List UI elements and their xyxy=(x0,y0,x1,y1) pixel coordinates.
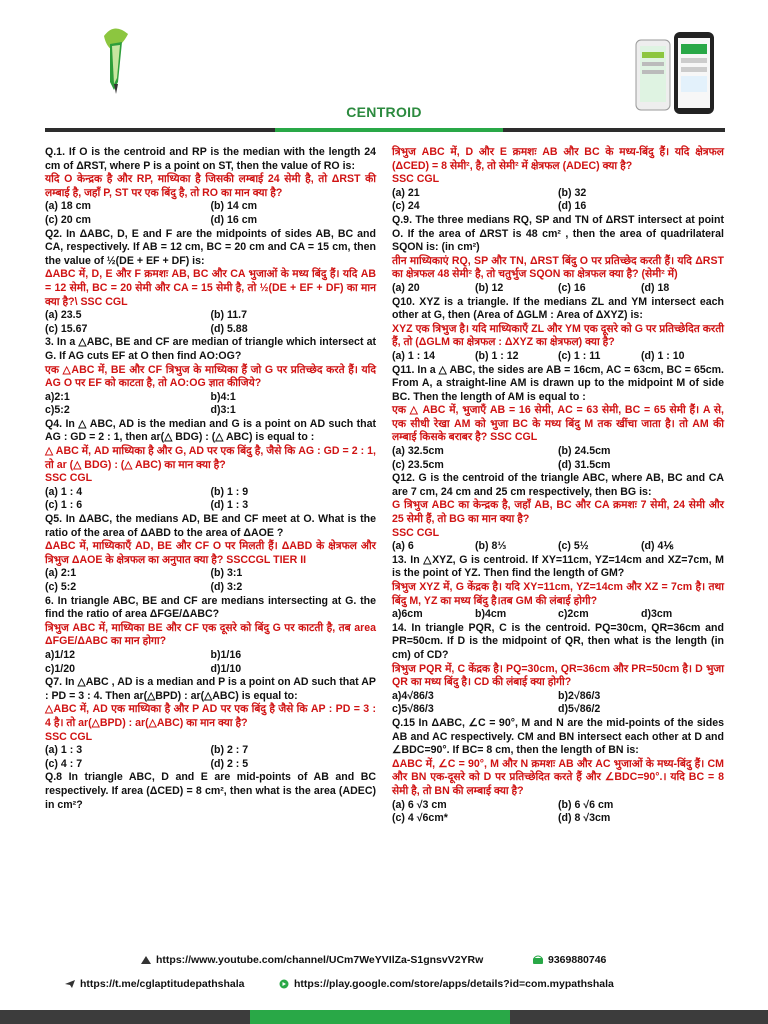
play-store-icon xyxy=(278,979,290,989)
question-text: Q7. In △ABC , AD is a median and P is a point on AD such that AP : PD = 3 : 4. Then ar(△BPD) : ar(△ABC) is equal to: xyxy=(45,676,376,702)
answer-option: (c) 5½ xyxy=(558,540,589,553)
answer-option: a)4√86/3 xyxy=(392,689,434,702)
question-text: Q.1. If O is the centroid and RP is the median with the length 24 cm of ΔRST, where P is a point on ST, then the value of RO is: xyxy=(45,146,376,172)
exam-tag: SSC CGL xyxy=(392,173,440,186)
question-text: Q.8 In triangle ABC, D and E are mid-points of AB and BC respectively. If area (ΔCED) = 8 cm², then what is the area (ADEC) in cm²? xyxy=(45,771,376,811)
options-grid xyxy=(45,200,376,227)
answer-option: (b) 14 cm xyxy=(210,200,258,213)
answer-option: (d) 1 : 10 xyxy=(641,349,685,362)
answer-option: (c) 4 √6cm* xyxy=(392,812,448,825)
question-text: Q12. G is the centroid of the triangle ABC, where AB, BC and CA are 7 cm, 24 cm and 25 cm respectively, then BG is: xyxy=(392,472,724,498)
question-hindi: △ ABC में, AD माध्यिका है और G, AD पर एक बिंदु है, जैसे कि AG : GD = 2 : 1, तो ar (△ BDG) : (△ ABC) का मान क्या है? xyxy=(45,445,376,471)
question-hindi: तीन माध्यिकाएं RQ, SP और TN, ΔRST बिंदु O पर प्रतिच्छेद करती हैं। यदि ΔRST का क्षेत्रफल 48 सेमी² है, तो चतुर्भुज SQON का क्षेत्रफल क्या है? (सेमी² में) xyxy=(392,254,724,281)
footer-telegram[interactable] xyxy=(64,978,245,990)
answer-option: a)1/12 xyxy=(45,648,76,661)
question-hindi: त्रिभुज ABC में, माध्यिका BE और CF एक दूसरे को बिंदु G पर काटती है, तब area ΔFGE/ΔABC का मान होगा? xyxy=(45,621,376,648)
answer-option: (c) 1 : 11 xyxy=(558,349,601,362)
answer-option: a)2:1 xyxy=(45,390,70,403)
options-grid xyxy=(45,649,376,676)
exam-tag: SSC CGL xyxy=(45,730,93,743)
answer-option: (b) 3:1 xyxy=(210,567,243,580)
youtube-link[interactable]: https://www.youtube.com/channel/UCm7WeYVIlZa-S1gnsvV2YRw xyxy=(156,954,484,966)
question-hindi: G त्रिभुज ABC का केन्द्रक है, जहाँ AB, BC और CA क्रमशः 7 सेमी, 24 सेमी और 25 सेमी हैं, तो BG का मान क्या है? xyxy=(392,499,724,526)
question-hindi: एक △ABC में, BE और CF त्रिभुज के माध्यिका हैं जो G पर प्रतिच्छेद करते हैं। यदि AG O पर EF को काटता है, तो AO:OG ज्ञात कीजिये? xyxy=(45,363,376,390)
question-text: Q.9. The three medians RQ, SP and TN of ΔRST intersect at point O. If the area of ΔRST is 48 cm² , then the area of quadrilateral SQON is: (in cm²) xyxy=(392,213,724,254)
options-grid xyxy=(45,391,376,418)
answer-option: (b) 1 : 9 xyxy=(210,485,249,498)
answer-option: (d) 3:2 xyxy=(210,581,243,593)
options-grid xyxy=(392,187,724,214)
answer-option: b)2√86/3 xyxy=(558,689,601,702)
pathshala-logo xyxy=(96,26,136,96)
answer-option: (a) 1 : 3 xyxy=(45,744,83,757)
options-grid xyxy=(392,690,724,717)
answer-option: (a) 6 xyxy=(392,540,414,553)
answer-option: (d) 4⅙ xyxy=(641,540,674,553)
options-grid xyxy=(45,567,376,594)
answer-option: c)1/20 xyxy=(45,662,76,675)
answer-option: (b) 6 √6 cm xyxy=(558,798,614,811)
right-column xyxy=(392,146,724,826)
answer-option: (a) 1 : 4 xyxy=(45,485,83,498)
question-text: 14. In triangle PQR, C is the centroid. PQ=30cm, QR=36cm and PR=50cm. If D is the midpoint of QR, then what is the length (in cm) of CD? xyxy=(392,621,724,661)
question-hindi: यदि O केन्द्रक है और RP, माध्यिका है जिसकी लम्बाई 24 सेमी है, तो ΔRST की लम्बाई है, जहाँ P, ST पर एक बिंदु है, तो RO का मान क्या है? xyxy=(45,173,376,199)
options-grid xyxy=(45,309,376,336)
answer-option: (b) 24.5cm xyxy=(558,445,611,458)
telegram-link[interactable]: https://t.me/cglaptitudepathshala xyxy=(80,978,245,990)
answer-option: (a) 20 xyxy=(392,281,420,294)
question-hindi: त्रिभुज XYZ में, G केंद्रक है। यदि XY=11cm, YZ=14cm और XZ = 7cm है। तथा बिंदु M, YZ का मध्य बिंदु है।तब GM की लंबाई होगी? xyxy=(392,581,724,607)
answer-option: c)5:2 xyxy=(45,404,70,417)
answer-option: c)2cm xyxy=(558,608,589,621)
question-text: 3. In a △ABC, BE and CF are median of triangle which intersect at G. If AG cuts EF at O then find AO:OG? xyxy=(45,336,376,362)
answer-option: (a) 32.5cm xyxy=(392,445,444,458)
title-rule xyxy=(45,128,725,132)
answer-option: (a) 18 cm xyxy=(45,200,91,213)
question-hindi: △ABC में, AD एक माध्यिका है और P AD पर एक बिंदु है जैसे कि AP : PD = 3 : 4 है। तो ar(△BPD) : ar(△ABC) का मान क्या है? xyxy=(45,703,376,729)
footer-phone xyxy=(532,954,606,966)
answer-option: (c) 1 : 6 xyxy=(45,499,83,512)
answer-option: (c) 5:2 xyxy=(45,581,77,593)
answer-option: (d) 2 : 5 xyxy=(210,757,249,770)
question-hindi: एक △ ABC में, भुजाएँ AB = 16 सेमी, AC = 63 सेमी, BC = 65 सेमी हैं। A से, एक सीधी रेखा AM को भुजा BC के मध्य बिंदु M तक खींचा जाता है। तो AM की लम्बाई किसके बराबर है? SSC CGL xyxy=(392,404,724,444)
answer-option: (b) 11.7 xyxy=(210,309,248,322)
options-grid xyxy=(392,445,724,472)
question-hindi: त्रिभुज PQR में, C केंद्रक है। PQ=30cm, QR=36cm और PR=50cm है। D भुजा QR का मध्य बिंदु है। CD की लंबाई क्या होगी? xyxy=(392,662,724,689)
question-text: Q10. XYZ is a triangle. If the medians ZL and YM intersect each other at G, then (Area of ΔGLM : Area of ΔXYZ) is: xyxy=(392,295,724,322)
answer-option: (c) 16 xyxy=(558,281,586,294)
footer-youtube[interactable] xyxy=(140,954,483,966)
options-grid xyxy=(45,744,376,771)
answer-option: d)1/10 xyxy=(210,662,242,675)
question-hindi: ΔABC में, D, E और F क्रमशः AB, BC और CA भुजाओं के मध्य बिंदु हैं। यदि AB = 12 सेमी, BC = 20 सेमी और CA = 15 सेमी है, तो ½(DE + EF + DF) का मान क्या है?\ SSC CGL xyxy=(45,268,376,308)
question-hindi: XYZ एक त्रिभुज है। यदि माध्यिकाएँ ZL और YM एक दूसरे को G पर प्रतिच्छेदित करती हैं, तो (ΔGLM का क्षेत्रफल : ΔXYZ का क्षेत्रफल) क्या है? xyxy=(392,322,724,349)
footer-playstore[interactable] xyxy=(278,978,614,990)
question-text: Q11. In a △ ABC, the sides are AB = 16cm, AC = 63cm, BC = 65cm. From A, a straight-line AM is drawn up to the midpoint M of side BC. Then the length of AM is equal to : xyxy=(392,363,724,403)
answer-option: (d) 8 √3cm xyxy=(558,812,611,825)
answer-option: a)6cm xyxy=(392,608,423,621)
answer-option: (b) 1 : 12 xyxy=(475,349,519,362)
options-grid xyxy=(392,350,724,364)
question-text: Q2. In ΔABC, D, E and F are the midpoints of sides AB, BC and CA, respectively. If AB = 12 cm, BC = 20 cm and CA = 15 cm, then the value of ½(DE + EF + DF) is: xyxy=(45,227,376,267)
answer-option: (d) 18 xyxy=(641,281,670,294)
answer-option: (a) 6 √3 cm xyxy=(392,798,447,811)
answer-option: (b) 2 : 7 xyxy=(210,744,249,757)
left-column xyxy=(45,146,376,812)
question-hindi: ΔABC में, माध्यिकाएँ AD, BE और CF O पर मिलती हैं। ΔABD के क्षेत्रफल और त्रिभुज ΔAOE के क्षेत्रफल का अनुपात क्या है? SSCCGL TIER II xyxy=(45,540,376,566)
answer-option: d)3:1 xyxy=(210,404,236,417)
playstore-link[interactable]: https://play.google.com/store/apps/details?id=com.mypathshala xyxy=(294,978,614,990)
answer-option: d)3cm xyxy=(641,608,673,621)
answer-option: (d) 5.88 xyxy=(210,322,248,335)
answer-option: (c) 23.5cm xyxy=(392,458,444,471)
answer-option: (d) 16 xyxy=(558,200,587,213)
answer-option: (a) 21 xyxy=(392,186,420,199)
phone-number: 9369880746 xyxy=(548,954,607,966)
youtube-icon xyxy=(140,955,152,965)
answer-option: (c) 24 xyxy=(392,200,420,213)
question-text: Q4. In △ ABC, AD is the median and G is a point on AD such that AG : GD = 2 : 1, then ar(△ BDG) : (△ ABC) is equal to : xyxy=(45,417,376,444)
options-grid xyxy=(392,282,724,296)
telegram-icon xyxy=(64,979,76,989)
question-hindi: ΔABC में, ∠C = 90°, M और N क्रमशः AB और AC भुजाओं के मध्य-बिंदु हैं। CM और BN एक-दूसरे को D पर प्रतिच्छेदित करते हैं और ∠BDC=90°.। यदि BC = 8 सेमी है, तो BN की लम्बाई क्या है? xyxy=(392,757,724,797)
question-text: Q5. In ΔABC, the medians AD, BE and CF meet at O. What is the ratio of the area of ΔABD to the area of ΔAOE ? xyxy=(45,513,376,539)
answer-option: (c) 15.67 xyxy=(45,322,88,335)
answer-option: d)5√86/2 xyxy=(558,703,601,716)
options-grid xyxy=(392,540,724,554)
answer-option: b)4cm xyxy=(475,608,507,621)
answer-option: (b) 32 xyxy=(558,186,587,199)
question-hindi: त्रिभुज ABC में, D और E क्रमशः AB और BC के मध्य-बिंदु हैं। यदि क्षेत्रफल (ΔCED) = 8 सेमी², है, तो सेमी² में क्षेत्रफल (ADEC) क्या है? xyxy=(392,146,724,172)
options-grid xyxy=(392,799,724,826)
options-grid xyxy=(392,608,724,622)
question-text: 13. In △XYZ, G is centroid. If XY=11cm, YZ=14cm and XZ=7cm, M is the point of YZ. Then find the length of GM? xyxy=(392,553,724,580)
answer-option: (c) 20 cm xyxy=(45,213,91,226)
answer-option: (a) 2:1 xyxy=(45,567,77,580)
answer-option: (a) 23.5 xyxy=(45,309,82,322)
answer-option: (b) 12 xyxy=(475,281,504,294)
exam-tag: SSC CGL xyxy=(45,472,93,485)
answer-option: (d) 31.5cm xyxy=(558,458,611,471)
answer-option: (d) 1 : 3 xyxy=(210,499,249,512)
answer-option: (b) 8⅓ xyxy=(475,540,507,553)
question-text: 6. In triangle ABC, BE and CF are medians intersecting at G. the find the ratio of area ΔFGE/ΔABC? xyxy=(45,594,376,621)
options-grid xyxy=(45,486,376,513)
answer-option: b)4:1 xyxy=(210,390,236,403)
exam-tag: SSC CGL xyxy=(392,526,440,539)
answer-option: (c) 4 : 7 xyxy=(45,757,83,770)
question-text: Q.15 In ΔABC, ∠C = 90°, M and N are the mid-points of the sides AB and AC respectively. CM and BN intersect each other at D and ∠BDC=90°. If BC= 8 cm, then the length of BN is: xyxy=(392,716,724,757)
bottom-bar xyxy=(0,1010,768,1024)
answer-option: c)5√86/3 xyxy=(392,703,434,716)
page-title: CENTROID xyxy=(346,104,422,120)
answer-option: (a) 1 : 14 xyxy=(392,349,435,362)
answer-option: (d) 16 cm xyxy=(210,213,258,226)
answer-option: b)1/16 xyxy=(210,648,242,661)
phone-icon xyxy=(532,955,544,965)
